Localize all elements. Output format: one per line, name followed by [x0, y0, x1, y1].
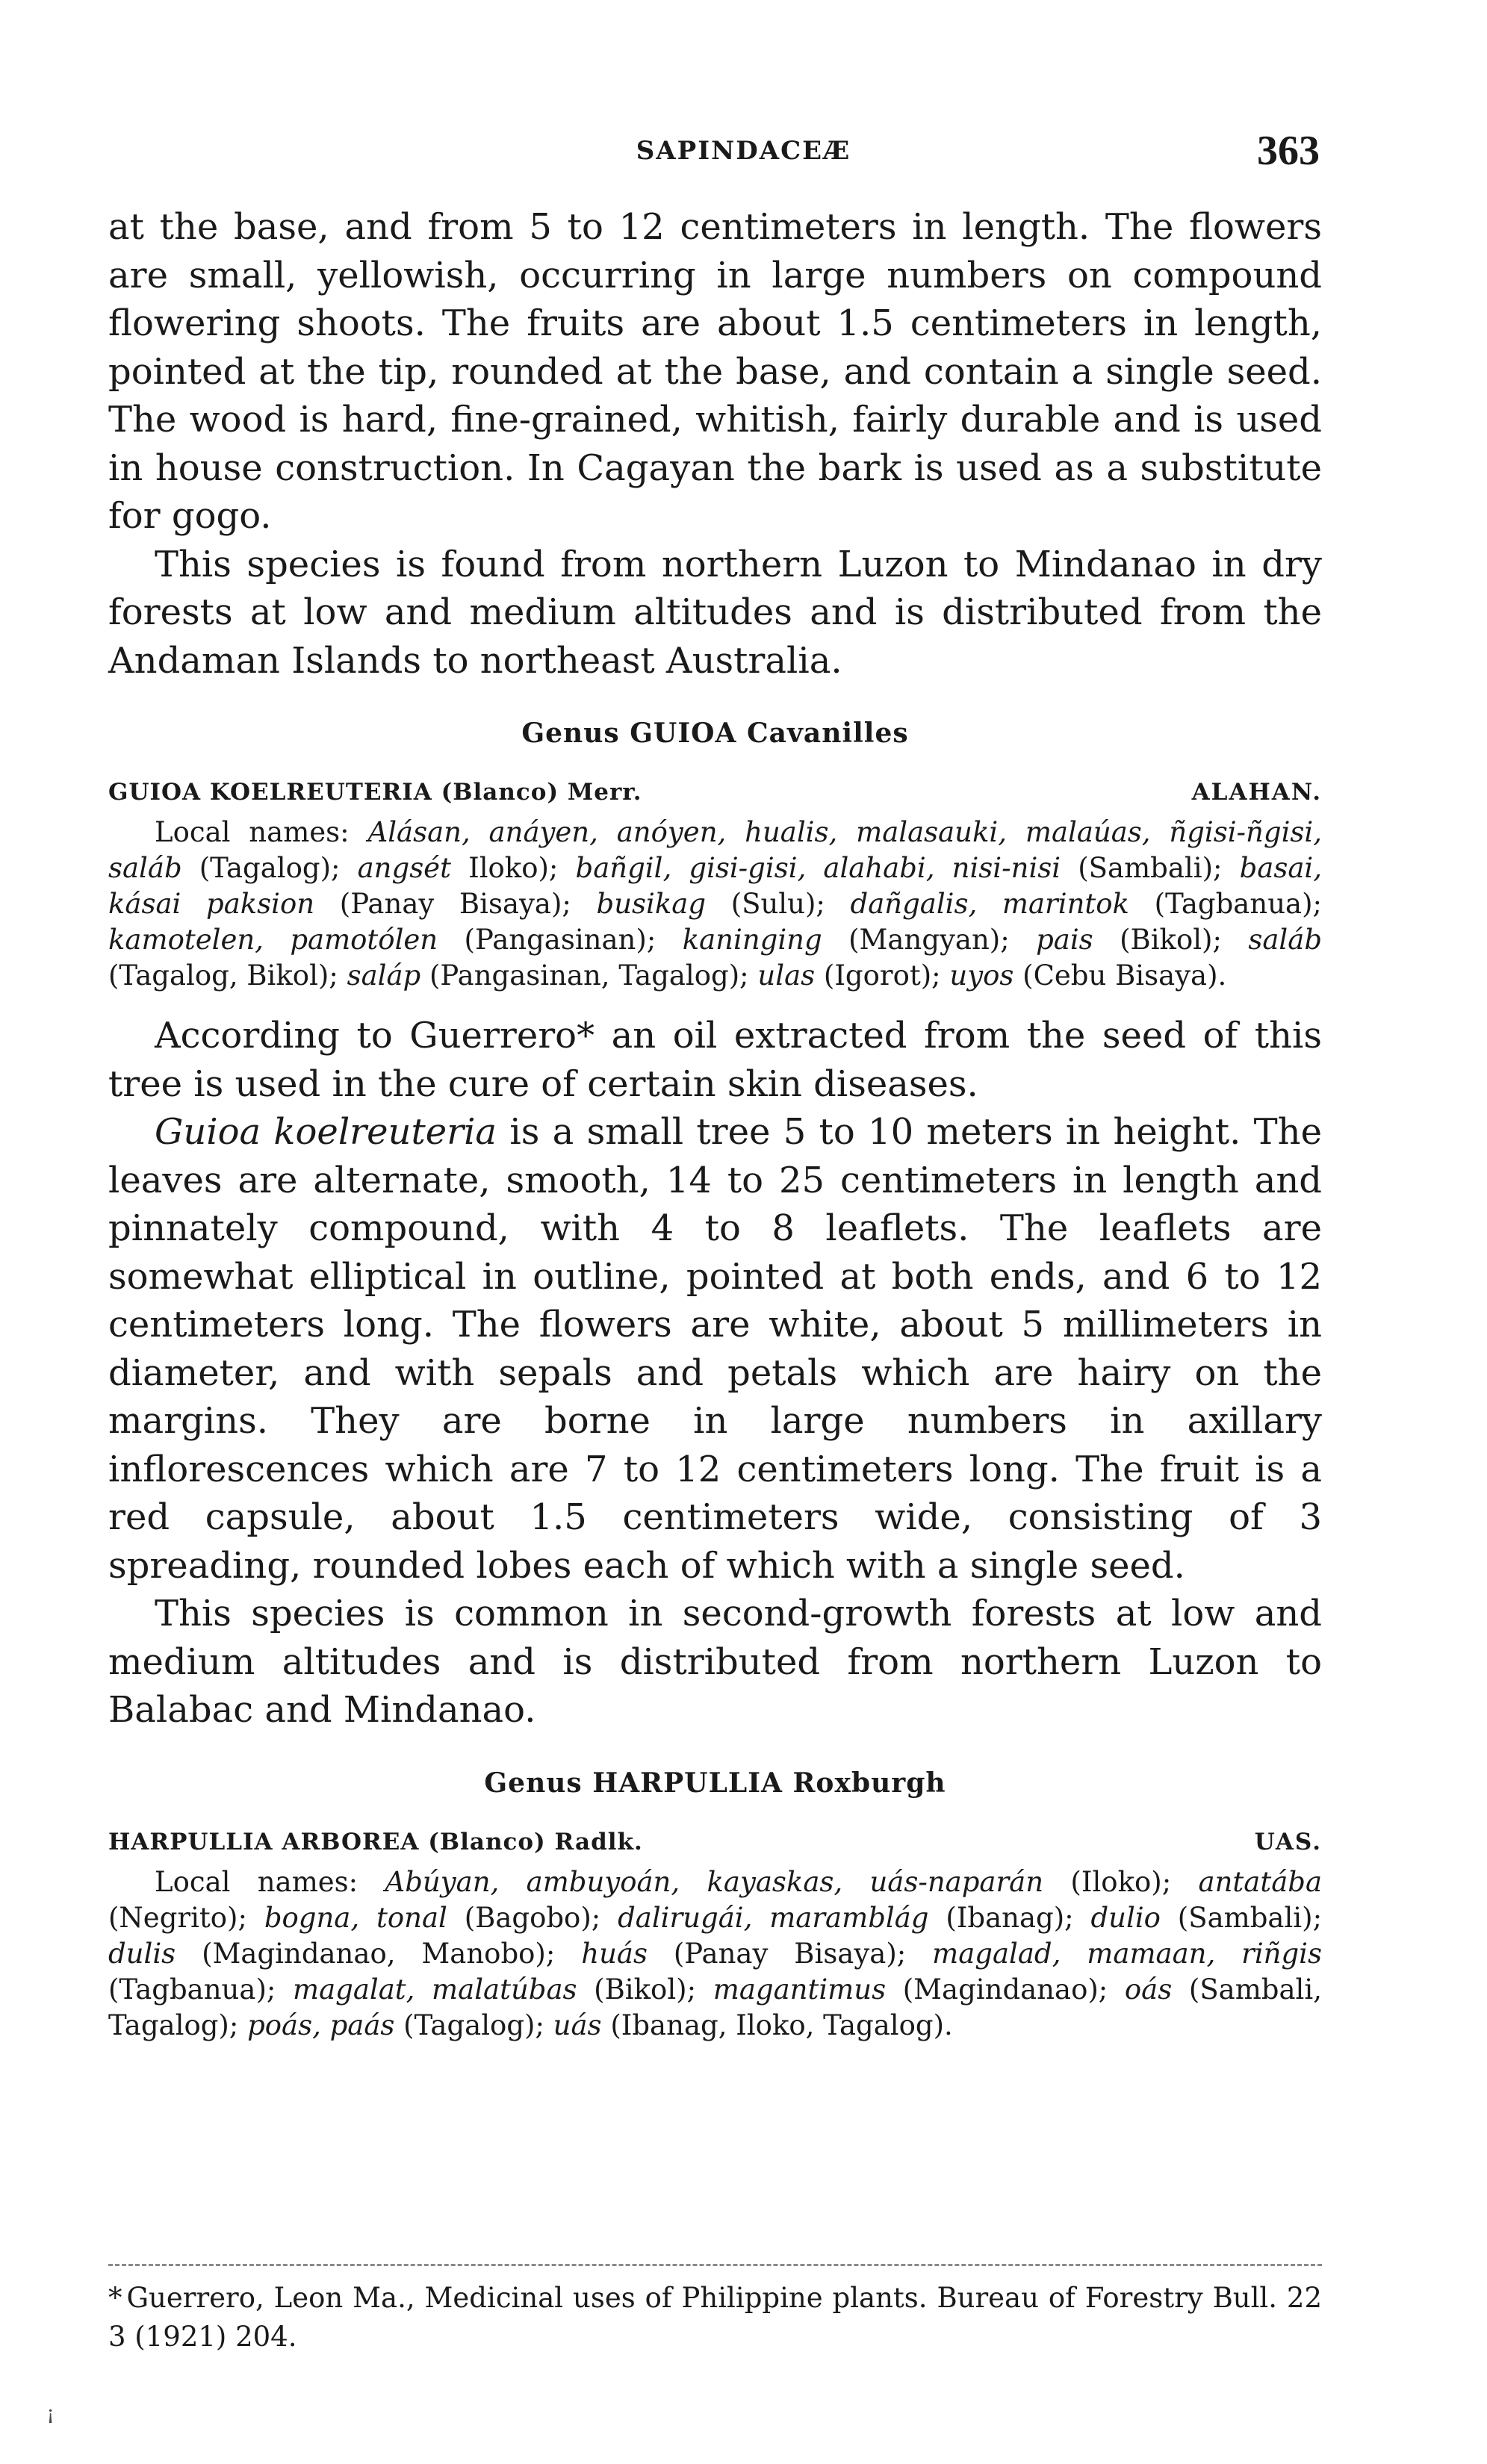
continued-paragraph: at the base, and from 5 to 12 centimeters in length. The flowers are small, yellowish, occurring in large numbers on compound flowering shoots. The fruits are about 1.5 centimeters in length, pointed at the tip, rounded at the base, and contain a single seed. The wood is hard, fine-grained, whitish, fairly durable and is used in house construction. In Cagayan the bark is used as a substitute for gogo.	[108, 206, 1322, 537]
species-name: GUIOA KOELREUTERIA	[108, 779, 432, 806]
local-name-language: (Negrito);	[108, 1901, 264, 1934]
distribution-paragraph: This species is found from northern Luzon to Mindanao in dry forests at low and medium altitudes and is distributed from the Andaman Islands to northeast Australia.	[108, 543, 1322, 682]
genus-author: Roxburgh	[792, 1767, 946, 1799]
local-names-label: Local names:	[155, 816, 350, 848]
description-paragraph	[108, 1108, 1322, 1590]
local-name: dañgalis, marintok	[850, 888, 1129, 920]
local-name-language: (Tagbanua);	[1129, 888, 1322, 920]
local-name: kamotelen, pamotólen	[108, 924, 438, 956]
genus-name: HARPULLIA	[592, 1767, 783, 1799]
species-author: (Blanco) Radlk.	[428, 1828, 643, 1855]
local-name-language: (Tagalog, Bikol);	[108, 959, 347, 992]
local-name-language: (Magindanao);	[886, 1973, 1125, 2006]
local-names-harpullia	[108, 1864, 1322, 2044]
distribution-paragraph-guioa: This species is common in second-growth forests at low and medium altitudes and is distributed from northern Luzon to Balabac and Mindanao.	[108, 1593, 1322, 1731]
local-name: saláp	[347, 959, 421, 992]
local-name-language: (Sulu);	[706, 888, 851, 920]
species-line-guioa	[108, 779, 1322, 809]
footnote	[108, 2279, 1322, 2356]
local-name: angsét	[357, 852, 451, 884]
local-name-language: (Tagbanua);	[108, 1973, 293, 2006]
genus-name: GUIOA	[630, 718, 737, 749]
local-names-label: Local names:	[155, 1865, 358, 1898]
local-name-language: (Panay Bisaya);	[314, 888, 597, 920]
local-name-language: (Pangasinan, Tagalog);	[420, 959, 758, 992]
local-name: dulio	[1090, 1901, 1161, 1934]
local-name-language: (Sambali);	[1061, 852, 1240, 884]
genus-heading-harpullia	[108, 1767, 1322, 1799]
local-name-language: (Tagalog);	[181, 852, 358, 884]
local-name: bogna, tonal	[264, 1901, 447, 1934]
running-title: SAPINDACEÆ	[636, 136, 851, 166]
local-name-language: (Magindanao, Manobo);	[176, 1937, 582, 1970]
local-name: magantimus	[713, 1973, 887, 2006]
local-name: oás	[1124, 1973, 1173, 2006]
local-name: dulis	[108, 1937, 176, 1970]
local-name: uyos	[949, 959, 1014, 992]
running-head	[0, 127, 1487, 179]
local-name-language: (Panay Bisaya);	[647, 1937, 933, 1970]
local-name-language: (Iloko);	[1043, 1865, 1199, 1898]
local-name: uás	[553, 2009, 602, 2041]
local-name: basai, kásai paksion	[108, 852, 1322, 920]
local-name: pais	[1036, 924, 1093, 956]
local-name-language: (Ibanag);	[928, 1901, 1091, 1934]
local-name-language: (Pangasinan);	[438, 924, 683, 956]
common-name: UAS.	[1254, 1828, 1322, 1855]
local-name-language: (Bikol);	[577, 1973, 713, 2006]
local-name: ulas	[757, 959, 816, 992]
local-name-language: (Cebu Bisaya).	[1013, 959, 1227, 992]
common-name: ALAHAN.	[1191, 779, 1322, 806]
binomial: Guioa koelreuteria	[155, 1111, 497, 1153]
local-name-language: (Mangyan);	[822, 924, 1037, 956]
species-line-harpullia	[108, 1829, 1322, 1858]
genus-label: Genus	[521, 718, 620, 749]
local-name: magalat, malatúbas	[293, 1973, 577, 2006]
species-name: HARPULLIA ARBOREA	[108, 1828, 420, 1855]
text-column	[108, 203, 1322, 2044]
margin-mark: ꜟ	[46, 2393, 55, 2431]
local-name: antatába	[1198, 1865, 1323, 1898]
local-name-language: (Igorot);	[815, 959, 950, 992]
species-author: (Blanco) Merr.	[441, 779, 642, 806]
local-name: dalirugái, maramblág	[618, 1901, 929, 1934]
local-name-language: (Bagobo);	[447, 1901, 618, 1934]
genus-author: Cavanilles	[747, 718, 909, 749]
local-name-language: (Sambali);	[1160, 1901, 1323, 1934]
local-name: bañgil, gisi-gisi, alahabi, nisi-nisi	[575, 852, 1061, 884]
footnote-text: Guerrero, Leon Ma., Medicinal uses of Philippine plants. Bureau of Forestry Bull. 22 3 (1921) 204.	[108, 2282, 1322, 2353]
local-names-guioa	[108, 815, 1322, 994]
genus-label: Genus	[484, 1767, 583, 1799]
local-name-language: (Sambali, Tagalog);	[108, 1973, 1322, 2041]
local-name: saláb	[1248, 924, 1322, 956]
footnote-rule	[108, 2264, 1322, 2266]
local-name: busikag	[596, 888, 707, 920]
genus-heading-guioa	[108, 718, 1322, 749]
local-name-language: (Ibanag, Iloko, Tagalog).	[601, 2009, 953, 2041]
local-name: poás, paás	[247, 2009, 395, 2041]
local-name-language: Iloko);	[450, 852, 576, 884]
description-text: is a small tree 5 to 10 meters in height. The leaves are alternate, smooth, 14 to 25 centimeters in length and pinnately compound, with 4 to 8 leaflets. The leaflets are somewhat elliptical in outline, pointed at both ends, and 6 to 12 centimeters long. The flowers are white, about 5 millimeters in diameter, and with sepals and petals which are hairy on the margins. They are borne in large numbers in axillary inflorescences which are 7 to 12 centimeters long. The fruit is a red capsule, about 1.5 centimeters wide, consisting of 3 spreading, rounded lobes each of which with a single seed.	[108, 1111, 1323, 1587]
local-name: Abúyan, ambuyoán, kayaskas, uás-naparán	[385, 1865, 1044, 1898]
uses-paragraph: According to Guerrero* an oil extracted from the seed of this tree is used in the cure of certain skin diseases.	[108, 1015, 1322, 1105]
local-name: kaninging	[682, 924, 822, 956]
local-name: huás	[581, 1937, 648, 1970]
local-name: magalad, mamaan, riñgis	[932, 1937, 1323, 1970]
page-number: 363	[1257, 128, 1320, 174]
local-name-language: (Bikol);	[1093, 924, 1249, 956]
footnote-mark: *	[108, 2282, 122, 2314]
local-name-language: (Tagalog);	[394, 2009, 553, 2041]
local-name: Alásan, anáyen, anóyen, hualis, malasauki, malaúas, ñgisi-ñgisi, saláb	[108, 816, 1322, 884]
